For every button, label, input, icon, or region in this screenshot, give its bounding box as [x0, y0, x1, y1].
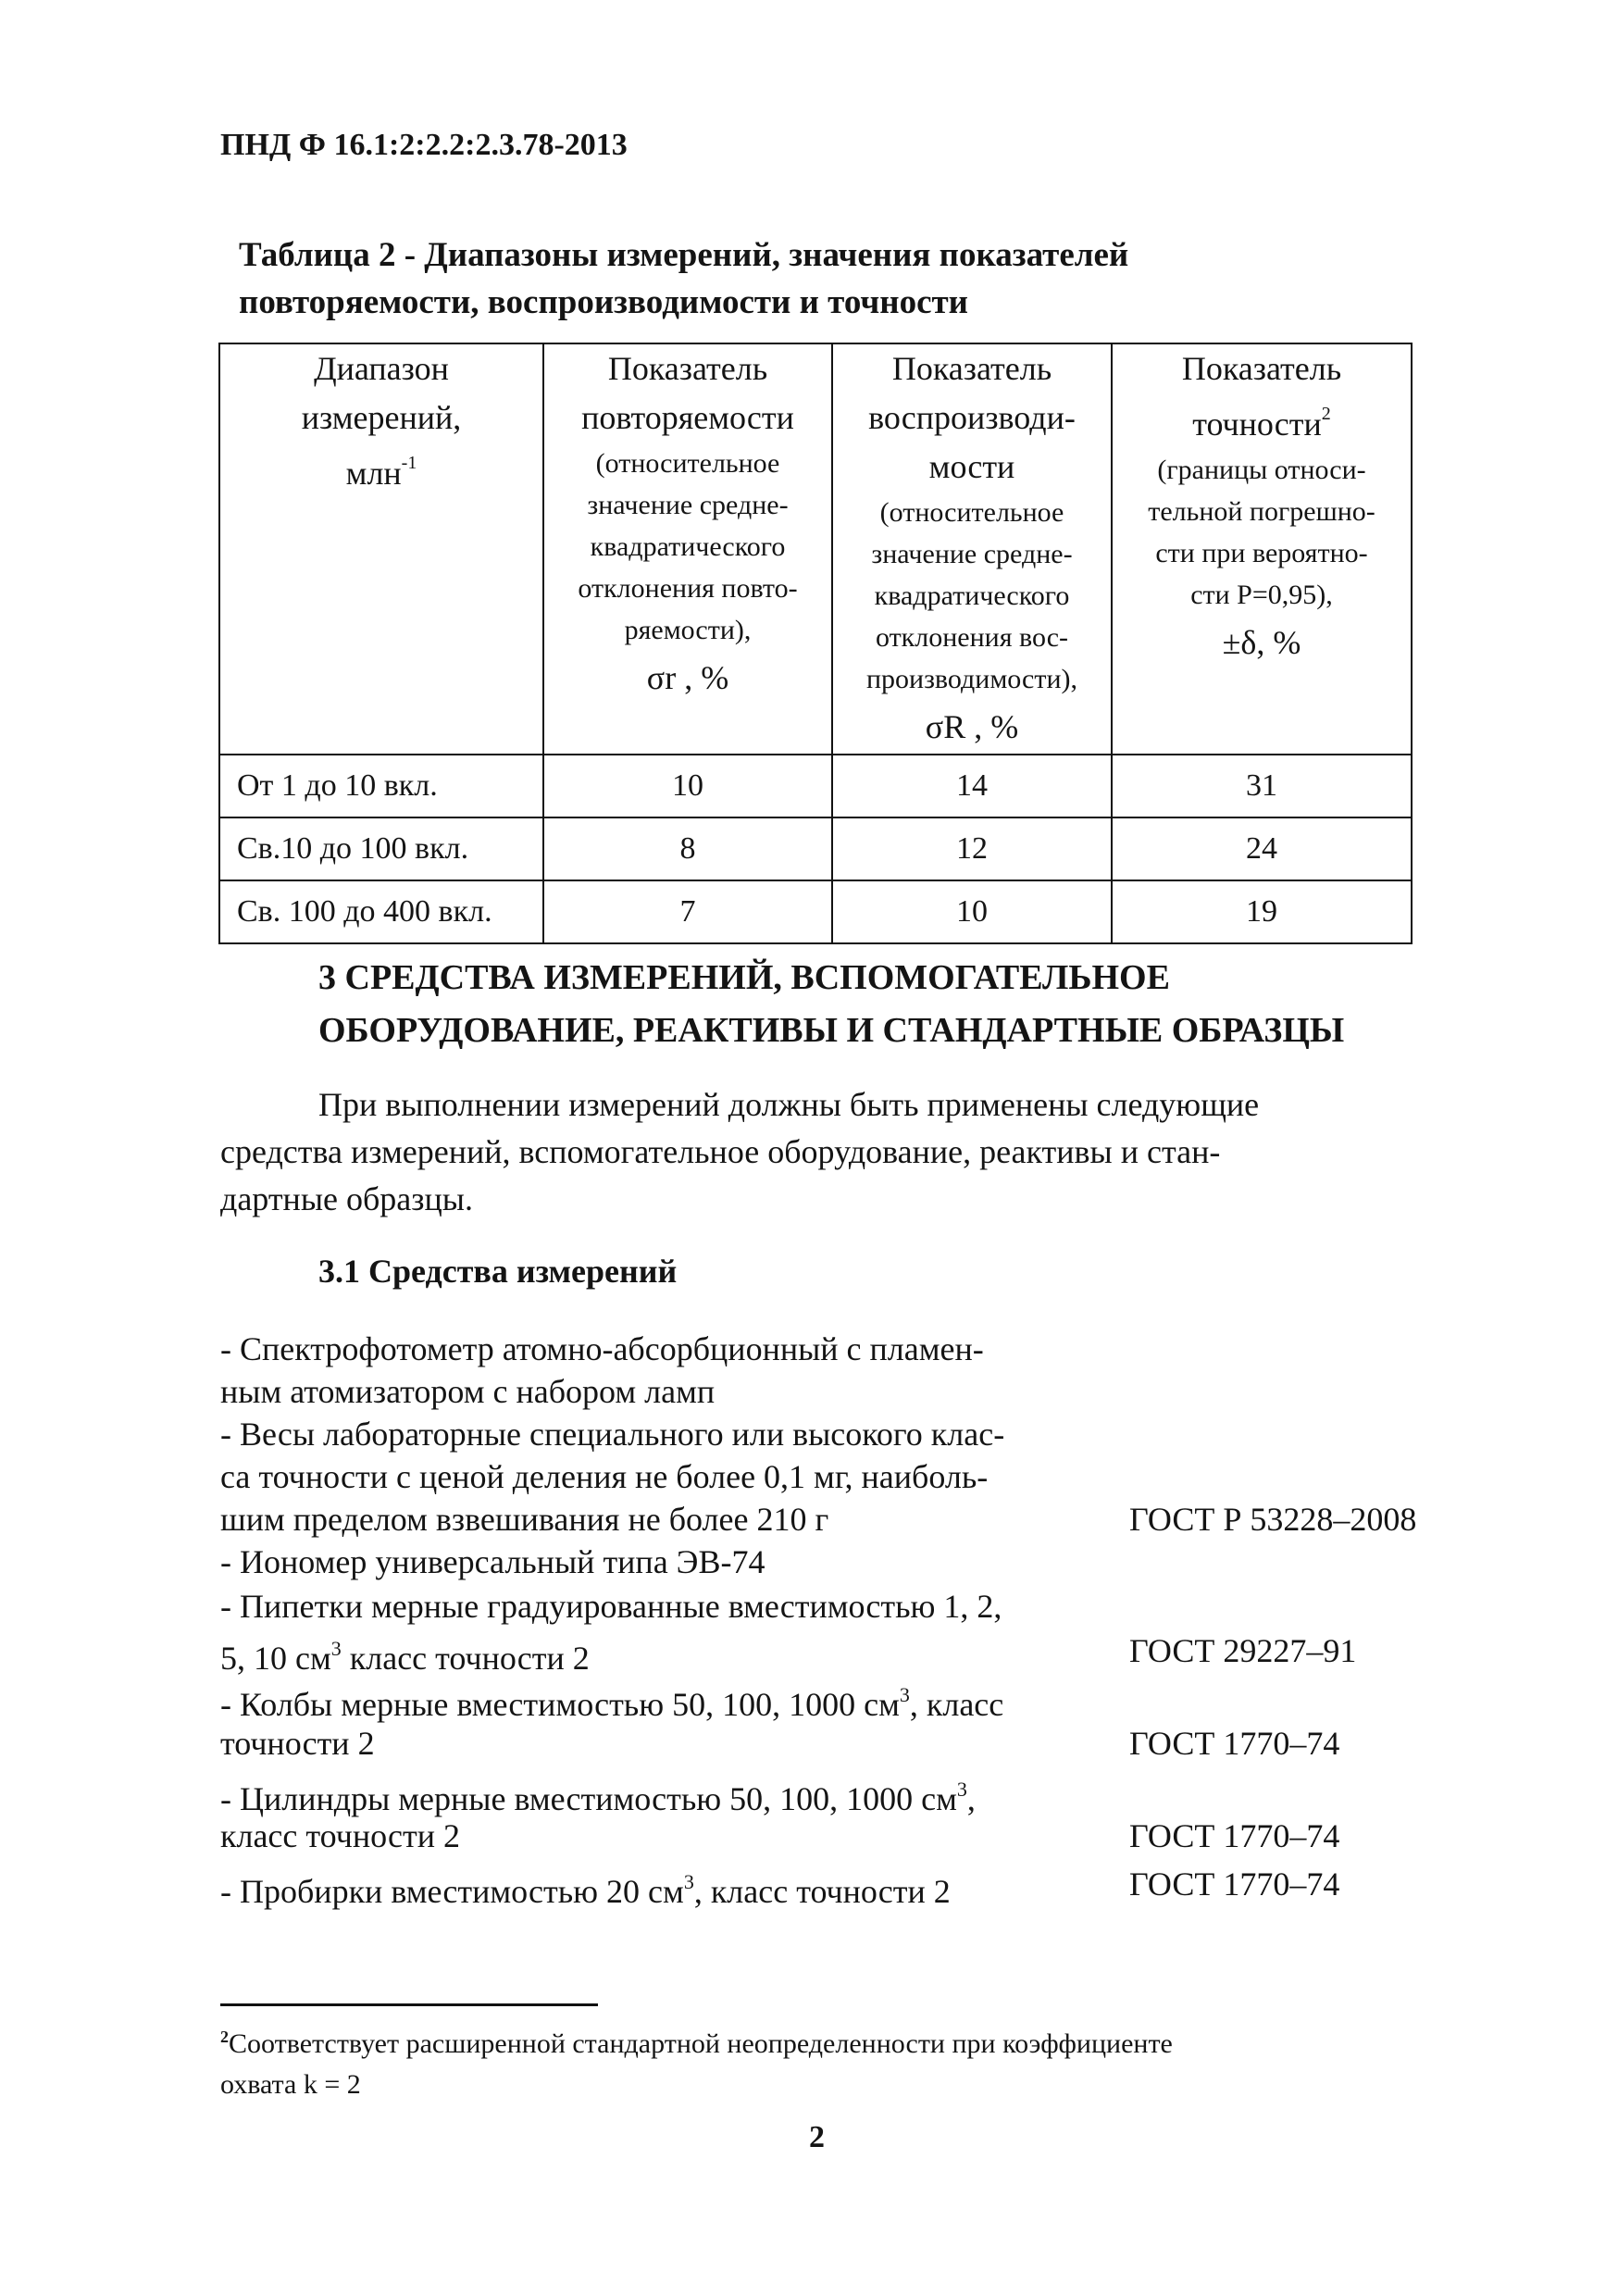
equipment-line: - Пробирки вместимостью 20 $см^3$, класс точности 2	[220, 1870, 951, 1910]
standard-reference: ГОСТ 1770–74	[1129, 1725, 1340, 1762]
cell-reproducibility: 14	[832, 755, 1112, 817]
cell-repeatability: 8	[543, 817, 832, 880]
footnote-marker: 2	[220, 2028, 229, 2046]
cell-range: От 1 до 10 вкл.	[219, 755, 543, 817]
section-heading-line: ОБОРУДОВАНИЕ, РЕАКТИВЫ И СТАНДАРТНЫЕ ОБРАЗЦЫ	[318, 1011, 1345, 1050]
cell-accuracy: 31	[1112, 755, 1412, 817]
equipment-line: са точности с ценой деления не более 0,1 мг, наиболь-	[220, 1458, 989, 1495]
accuracy-symbol: ±δ, %	[1222, 624, 1301, 661]
standard-reference: ГОСТ 29227–91	[1129, 1632, 1357, 1669]
equipment-line: шим пределом взвешивания не более 210 г	[220, 1501, 829, 1538]
cell-range: Св. 100 до 400 вкл.	[219, 880, 543, 943]
equipment-line: 5, 10 $см^3$ класс точности 2	[220, 1637, 590, 1677]
cell-range: Св.10 до 100 вкл.	[219, 817, 543, 880]
document-code: ПНД Ф 16.1:2:2.2:2.3.78-2013	[220, 128, 628, 162]
reproducibility-symbol: σR , %	[925, 708, 1019, 745]
equipment-line: - Цилиндры мерные вместимостью 50, 100, 1000 $см^3$,	[220, 1778, 976, 1817]
subsection-3-1-heading: 3.1 Средства измерений	[318, 1253, 678, 1290]
standard-reference: ГОСТ 1770–74	[1129, 1817, 1340, 1854]
cell-accuracy: 19	[1112, 880, 1412, 943]
header-range: Диапазон измерений, млн$^{-1}$	[219, 343, 543, 755]
table-row	[219, 880, 1412, 943]
section-heading-line: 3 СРЕДСТВА ИЗМЕРЕНИЙ, ВСПОМОГАТЕЛЬНОЕ	[318, 958, 1170, 997]
table-header-row	[219, 343, 1412, 755]
cell-repeatability: 7	[543, 880, 832, 943]
page-number: 2	[809, 2120, 825, 2154]
cell-repeatability: 10	[543, 755, 832, 817]
table-caption-line: Таблица 2 - Диапазоны измерений, значения показателей	[239, 236, 1129, 274]
equipment-line: ным атомизатором с набором ламп	[220, 1373, 716, 1410]
header-reproducibility: Показатель воспроизводи- мости (относительное значение средне- квадратического отклонения вос- производимости), σR , %	[832, 343, 1112, 755]
standard-reference: ГОСТ Р 53228–2008	[1129, 1501, 1417, 1538]
cell-reproducibility: 12	[832, 817, 1112, 880]
measurement-parameters-table	[218, 343, 1413, 944]
section-3-intro-paragraph: При выполнении измерений должны быть применены следующие средства измерений, вспомогательное оборудование, реактивы и стан- дартные образцы.	[220, 1086, 1260, 1217]
equipment-line: - Весы лабораторные специального или высокого клас-	[220, 1416, 1005, 1453]
header-accuracy: Показатель точности$^2$ (границы относи- тельной погрешно- сти при вероятно- сти Р=0,95), ±δ, %	[1112, 343, 1412, 755]
equipment-line: точности 2	[220, 1725, 375, 1762]
section-3-heading	[318, 952, 1344, 1057]
standard-reference: ГОСТ 1770–74	[1129, 1866, 1340, 1903]
footnote-divider	[220, 2003, 598, 2006]
equipment-line: - Колбы мерные вместимостью 50, 100, 1000 $см^3$, класс	[220, 1683, 1004, 1723]
table-caption-line: повторяемости, воспроизводимости и точности	[239, 283, 969, 321]
table-row	[219, 817, 1412, 880]
cell-reproducibility: 10	[832, 880, 1112, 943]
table-caption	[239, 231, 1442, 326]
equipment-line: - Иономер универсальный типа ЭВ-74	[220, 1543, 765, 1580]
equipment-line: - Пипетки мерные градуированные вместимостью 1, 2,	[220, 1588, 1002, 1625]
equipment-line: класс точности 2	[220, 1817, 460, 1854]
header-repeatability: Показатель повторяемости (относительное значение средне- квадратического отклонения повто- ряемости), σr , %	[543, 343, 832, 755]
equipment-line: - Спектрофотометр атомно-абсорбционный с пламен-	[220, 1330, 984, 1367]
table-row	[219, 755, 1412, 817]
repeatability-symbol: σr , %	[646, 659, 729, 696]
cell-accuracy: 24	[1112, 817, 1412, 880]
footnote: $^2$Соответствует расширенной стандартной неопределенности при коэффициенте охвата k = 2	[220, 2028, 1173, 2100]
